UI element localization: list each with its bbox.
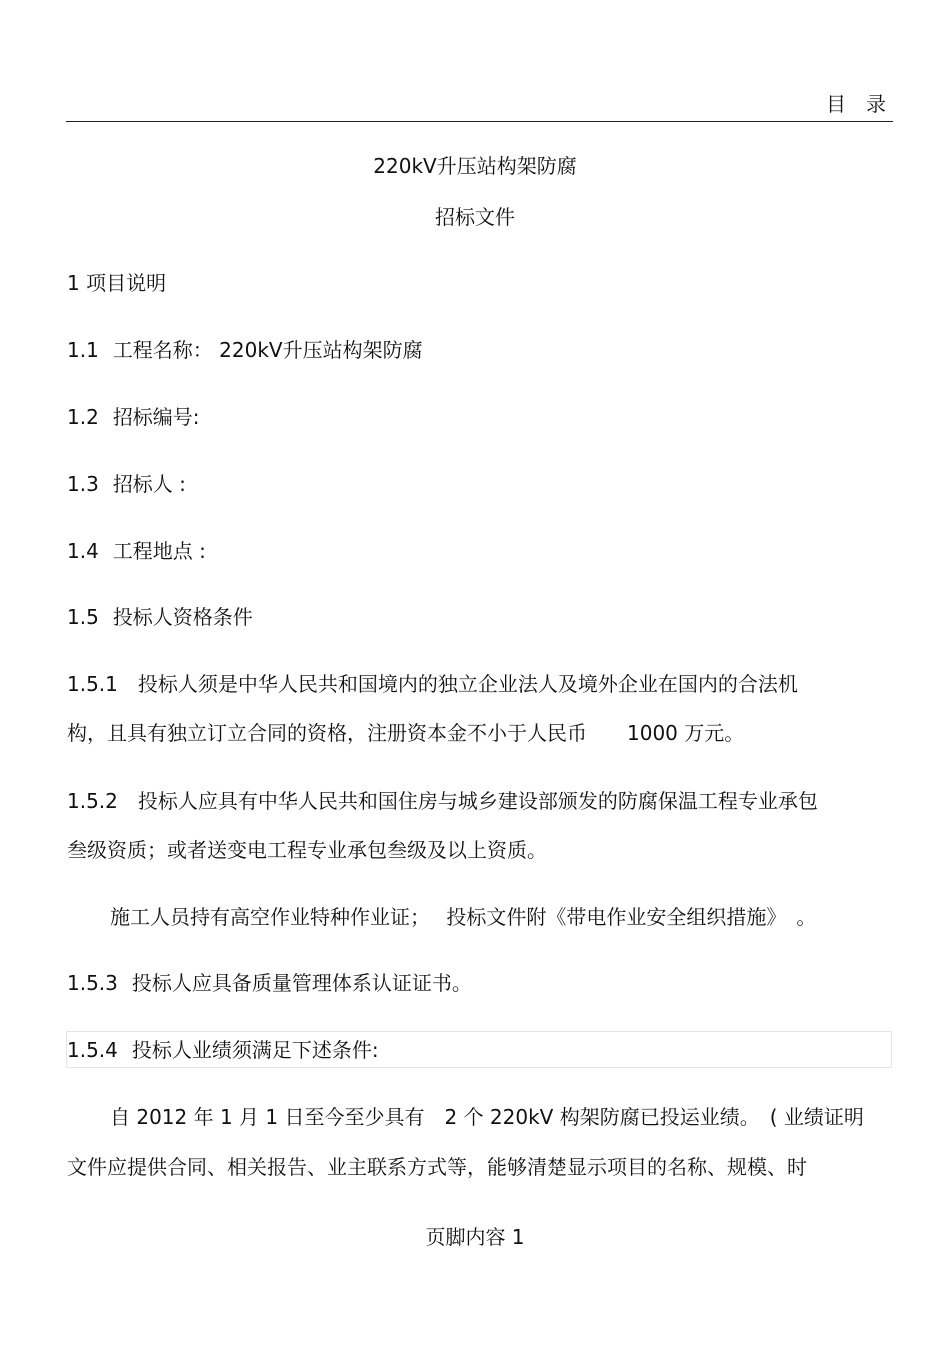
header-rule xyxy=(66,121,893,122)
performance-paragraph-line1: 自 2012 年 1 月 1 日至今至少具有 2 个 220kV 构架防腐已投运业绩。 ( 业绩证明 xyxy=(110,1105,864,1129)
section-1-5-1 xyxy=(67,668,798,697)
section-number: 1.2 xyxy=(67,405,99,429)
section-1-5-4 xyxy=(67,1034,379,1063)
section-text: 投标人业绩须满足下述条件: xyxy=(131,1038,379,1062)
section-number: 1.5.4 xyxy=(67,1038,118,1062)
section-1-heading: 1 项目说明 xyxy=(67,271,167,295)
page-header-title: 目 录 xyxy=(826,92,886,116)
section-number: 1.5.3 xyxy=(67,971,118,995)
performance-paragraph-line2: 文件应提供合同、相关报告、业主联系方式等，能够清楚显示项目的名称、规模、时 xyxy=(67,1155,807,1179)
section-number: 1.5 xyxy=(67,605,99,629)
section-1-2 xyxy=(67,401,200,430)
section-1-3 xyxy=(67,468,186,497)
section-1-5 xyxy=(67,601,253,630)
section-1-5-3 xyxy=(67,967,472,996)
section-text: 投标人资格条件 xyxy=(112,605,253,629)
section-number: 1.5.1 xyxy=(67,672,118,696)
section-1-5-2 xyxy=(67,785,818,814)
section-1-4 xyxy=(67,535,206,564)
section-text: 投标人须是中华人民共和国境内的独立企业法人及境外企业在国内的合法机 xyxy=(137,672,798,696)
section-1-5-2-paragraph: 施工人员持有高空作业特种作业证； 投标文件附《带电作业安全组织措施》 。 xyxy=(110,905,817,929)
section-1-5-1-continued: 构，且具有独立订立合同的资格，注册资本金不小于人民币 1000 万元。 xyxy=(67,721,745,745)
section-number: 1.4 xyxy=(67,539,99,563)
document-title: 220kV升压站构架防腐 xyxy=(373,154,577,178)
document-subtitle: 招标文件 xyxy=(435,205,515,229)
section-text: 工程名称： 220kV升压站构架防腐 xyxy=(112,338,423,362)
section-1-5-2-continued: 叁级资质；或者送变电工程专业承包叁级及以上资质。 xyxy=(67,838,547,862)
section-1-1 xyxy=(67,334,423,363)
section-text: 招标人 : xyxy=(112,472,186,496)
section-number: 1.1 xyxy=(67,338,99,362)
section-number: 1.3 xyxy=(67,472,99,496)
section-text: 投标人应具备质量管理体系认证证书。 xyxy=(131,971,472,995)
section-number: 1.5.2 xyxy=(67,789,118,813)
section-text: 工程地点 : xyxy=(112,539,206,563)
page-footer: 页脚内容 1 xyxy=(425,1225,525,1249)
section-text: 投标人应具有中华人民共和国住房与城乡建设部颁发的防腐保温工程专业承包 xyxy=(137,789,818,813)
section-text: 招标编号: xyxy=(112,405,200,429)
